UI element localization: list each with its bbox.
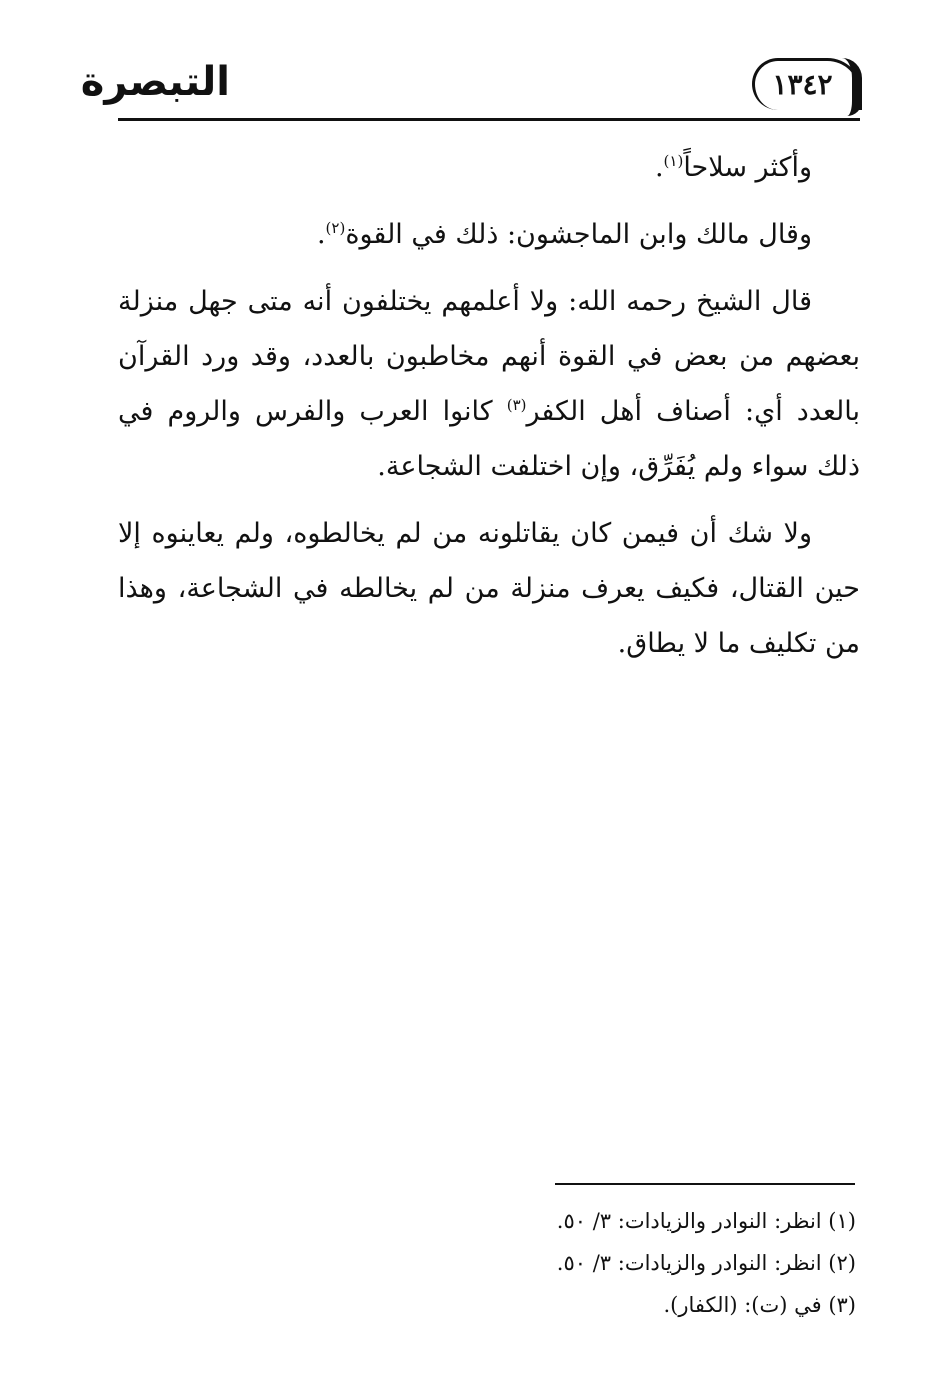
- main-text: [118, 140, 860, 683]
- paragraph-1-end: .: [654, 152, 664, 183]
- page-header: [0, 0, 932, 130]
- footnote-ref-3[interactable]: (٣): [506, 396, 527, 414]
- header-rule: [118, 118, 860, 121]
- footnote-3: (٣) في (ت): (الكفار).: [663, 1293, 856, 1317]
- page-number-badge: [752, 58, 862, 110]
- footnote-1: (١) انظر: النوادر والزيادات: ٣/ ٥٠.: [556, 1209, 856, 1233]
- footnote-ref-1[interactable]: (١): [663, 152, 684, 170]
- paragraph-3-text-b: كانوا العرب والفرس والروم في ذلك سواء ولم يُفَرِّق، وإن اختلفت الشجاعة.: [118, 396, 860, 482]
- book-title: التبصرة: [80, 59, 230, 105]
- page-number: ١٣٤٢: [772, 68, 833, 101]
- paragraph-2-end: .: [316, 219, 326, 250]
- footnotes: [118, 1200, 856, 1326]
- paragraph-2: [118, 207, 860, 262]
- paragraph-2-text: وقال مالك وابن الماجشون: ذلك في القوة: [345, 219, 812, 250]
- paragraph-3-text-a: قال الشيخ رحمه الله: ولا أعلمهم يختلفون أنه متى جهل منزلة بعضهم من بعض في القوة أنهم مخاطبون بالعدد، وقد ورد القرآن بالعدد أي: أصناف أهل الكفر: [118, 286, 860, 427]
- footnote-2: (٢) انظر: النوادر والزيادات: ٣/ ٥٠.: [556, 1251, 856, 1275]
- footnote-ref-2[interactable]: (٢): [325, 219, 346, 237]
- paragraph-1: [118, 140, 860, 195]
- footnote-separator: [555, 1183, 855, 1185]
- paragraph-4: ولا شك أن فيمن كان يقاتلونه من لم يخالطوه، ولم يعاينوه إلا حين القتال، فكيف يعرف منزلة من لم يخالطه في الشجاعة، وهذا من تكليف ما لا يطاق.: [118, 518, 860, 659]
- paragraph-3: [118, 274, 860, 494]
- paragraph-1-text: وأكثر سلاحاً: [683, 152, 812, 183]
